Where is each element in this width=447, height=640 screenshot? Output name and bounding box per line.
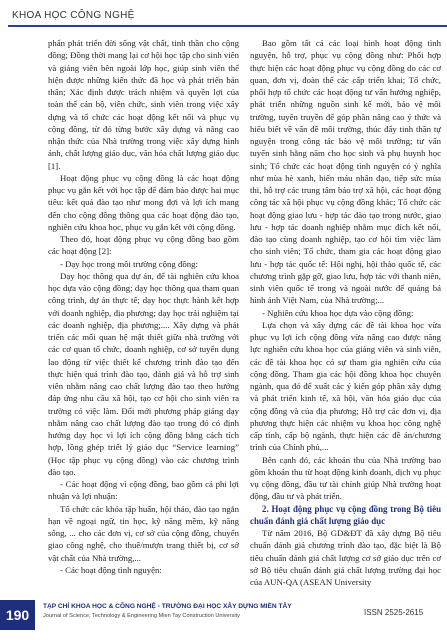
- paragraph: phẩn phát triển đời sống vật chất, tinh thần cho cộng đồng; Đồng thời mang lại cơ hội học tập cho sinh viên và giảng viên bên ngoài lớp học, giúp sinh viên thể hiện được những kiến thức đã học và phát triển bản thân; Xác định được trách nhiệm và quyền lợi của toàn thể cán bộ, viên chức, sinh viên trong việc xây dựng và tổ chức các hoạt động kết nối và phục vụ cộng đồng, từ đó từng bước xây dựng và nâng cao nhận thức của Nhà trường trong việc xây dựng hình ảnh, chất lượng giáo dục, văn hóa chất lượng giáo dục [1].: [48, 38, 239, 171]
- paragraph: Tổ chức các khóa tập huấn, hội thảo, đào tạo ngắn hạn về ngoại ngữ, tin học, kỹ năng mềm, kỹ năng sống, ... cho các đơn vị, cơ sở của cộng đồng, chuyển giao công nghệ, cho thuê/mượn trang thiết bị, cơ sở vật chất của Nhà trường,...: [48, 503, 239, 563]
- right-text-column: [250, 37, 441, 592]
- paragraph: - Nghiên cứu khoa học dựa vào cộng đồng:: [262, 307, 414, 318]
- paragraph: - Các hoạt động vì cộng đồng, bao gồm cả phi lợi nhuận và lợi nhuận:: [48, 479, 239, 502]
- paragraph: - Các hoạt động tình nguyện:: [60, 564, 162, 575]
- journal-title-vi: TẠP CHÍ KHOA HỌC & CÔNG NGHỆ - TRƯỜNG ĐẠI HỌC XÂY DỰNG MIỀN TÂY: [43, 603, 292, 610]
- paragraph: Bao gồm tất cả các loại hình hoạt động tình nguyện, hỗ trợ, phục vụ cộng đồng như: Phối hợp thực hiện các hoạt động phục vụ cộng đồng do các cơ quan, đơn vị, đoàn thể các cấp triển khai; Tổ chức, phối hợp tổ chức các hoạt động tư vấn hướng nghiệp, phát triển những nguồn sinh kế mới, bảo vệ môi trường, tuyên truyền để góp phần nâng cao ý thức và hiểu biết về vấn đề môi trường, thúc đẩy tinh thần tự nguyện trong công tác bảo vệ môi trường; tư vấn tuyển sinh hằng năm cho học sinh và phụ huynh học sinh; Tổ chức các hoạt động tình nguyện có ý nghĩa như mùa hè xanh, hiến máu nhân đạo, tiếp sức mùa thi, hỗ trợ các trung tâm bảo trợ xã hội, các hoạt động công tác xã hội phục vụ cộng đồng khác; Tổ chức các hoạt động giao lưu - hợp tác đào tạo trong nước, giao lưu - hợp tác doanh nghiệp nhằm mục đích kết nối, đào tạo cùng doanh nghiệp, tạo cơ hội tìm việc làm cho sinh viên; Tổ chức, tham gia các hoạt động giao lưu - hợp tác quốc tế: Hội nghị, hội thảo quốc tế, các chương trình gặp gỡ, giao lưu, hợp tác với thanh niên, sinh viên quốc tế trong và ngoài nước để quảng bá hình ảnh Việt Nam, của Nhà trường;...: [250, 38, 441, 306]
- paragraph: Từ năm 2016, Bộ GD&ĐT đã xây dựng Bộ tiêu chuẩn đánh giá chương trình đào tạo, đặc biệt là Bộ tiêu chuẩn đánh giá chất lượng cơ sở giáo dục trên cơ sở Bộ tiêu chuẩn đánh giá chất lượng trường đại học của AUN-QA (ASEAN University: [250, 528, 441, 587]
- page-number: 190: [0, 600, 35, 630]
- section-title: KHOA HỌC CÔNG NGHỆ: [12, 10, 135, 21]
- section-heading: 2. Hoạt động phục vụ cộng đồng trong Bộ tiêu chuẩn đánh giá chất lượng giáo dục: [250, 503, 441, 526]
- header-divider: [8, 25, 447, 27]
- paragraph: Hoạt động phục vụ cộng đồng là các hoạt động phục vụ gắn kết với học tập để đảm bảo được hai mục tiêu: kết quả đào tạo như mong đợi và lợi ích mang đến cho cộng đồng thông qua các hoạt động đào tạo, nghiên cứu khoa học, phục vụ gắn kết với cộng đồng.: [48, 172, 239, 232]
- paragraph: - Dạy học trong môi trường cộng đồng:: [60, 258, 198, 269]
- page-header: [0, 0, 447, 30]
- left-text-column: [48, 37, 239, 592]
- paragraph: Bên cạnh đó, các khoản thu của Nhà trường bao gồm khoản thu từ hoạt động kinh doanh, dịch vụ phục vụ cộng đồng, đầu tư tài chính giúp Nhà trường hoạt động, đầu tư và phát triển.: [250, 454, 441, 502]
- journal-info: [43, 603, 333, 619]
- paragraph: Lựa chọn và xây dựng các đề tài khoa học vừa phục vụ lợi ích cộng đồng vừa nâng cao được năng lực nghiên cứu khoa học của giảng viên và sinh viên, các đề tài khoa học có sự tham gia nghiên cứu của cộng đồng. Tham gia các hội đồng khoa học chuyên ngành, qua đó để xuất các ý kiến góp phần xây dựng và phát triển kinh tế, xã hội, văn hóa giáo dục của cộng đồng và của địa phương; Hỗ trợ các đơn vị, địa phương thực hiện các nhiệm vụ khoa học công nghệ cấp tỉnh, cấp bộ ngành, thực hiện các đề án/chương trình của Chính phủ,...: [250, 319, 441, 453]
- issn-label: ISSN 2525-2615: [364, 608, 424, 617]
- journal-title-en: Journal of Science, Technology & Engineering Mien Tay Construction University: [43, 613, 240, 619]
- page-footer: [0, 600, 447, 640]
- paragraph: Theo đó, hoạt động phục vụ cộng đồng bao gồm các hoạt động [2]:: [48, 234, 239, 257]
- paragraph: Dạy học thông qua dự án, để tài nghiên cứu khoa học dựa vào cộng đồng; dạy học thông qua tham quan công trình, dự án thực tế; dạy học thực hành kết hợp với doanh nghiệp, địa phương; dạy học trải nghiệm tại các doanh nghiệp, địa phương;.... Xây dựng và phát triển các mối quan hệ mật thiết giữa nhà trường với các cơ quan tổ chức, doanh nghiệp, cơ sở tuyển dụng lao động từ việc thiết kế chương trình đào tạo đến thực hiện quá trình đào tạo, đánh giá và hỗ trợ sinh viên nhằm nâng cao chất lượng đào tạo theo hướng đáp ứng nhu cầu xã hội, tạo cơ hội cho sinh viên ra trường có việc làm. Đổi mới phương pháp giảng dạy nhằm nâng cao chất lượng đào tạo trong đó có định hướng dạy học vì lợi ích cộng đồng bằng cách tích hợp, lồng ghép triết lý giáo dục “Service learning” (Học tập phục vụ cộng đồng) vào các chương trình đào tạo.: [48, 270, 239, 477]
